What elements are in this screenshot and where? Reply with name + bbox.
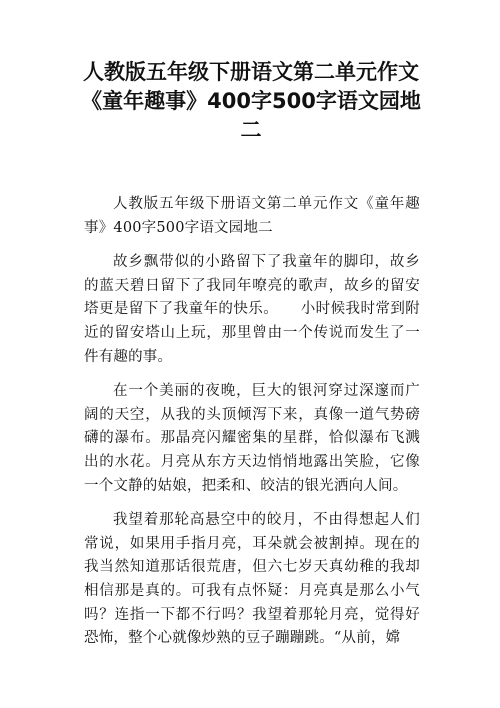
document-title: 人教版五年级下册语文第二单元作文《童年趣事》400字500字语文园地二	[81, 60, 421, 142]
document-body	[84, 193, 420, 651]
paragraph-1: 人教版五年级下册语文第二单元作文《童年趣事》400字500字语文园地二	[84, 196, 420, 236]
paragraph-4: 我望着那轮高悬空中的皎月，不由得想起人们常说，如果用手指月亮，耳朵就会被割掉。现在的我当然知道那话很荒唐，但六七岁天真幼稚的我却相信那是真的。可我有点怀疑：月亮真是那么小气吗？连指一下都不行吗？我望着那轮月亮，觉得好恐怖，整个心就像炒熟的豆子蹦蹦跳。“从前，嫦	[84, 512, 420, 647]
paragraph-2: 故乡飘带似的小路留下了我童年的脚印，故乡的蓝天碧日留下了我同年嘹亮的歌声，故乡的留安塔更是留下了我童年的快乐。 小时候我时常到附近的留安塔山上玩，那里曾由一个传说而发生了一件有趣的事。	[84, 254, 420, 365]
paragraph-3: 在一个美丽的夜晚，巨大的银河穿过深邃而广阔的天空，从我的头顶倾泻下来，真像一道气势磅礴的瀑布。那晶亮闪耀密集的星群，恰似瀑布飞溅出的水花。月亮从东方天边悄悄地露出笑脸，它像一个文静的姑娘，把柔和、皎洁的银光洒向人间。	[84, 383, 420, 494]
